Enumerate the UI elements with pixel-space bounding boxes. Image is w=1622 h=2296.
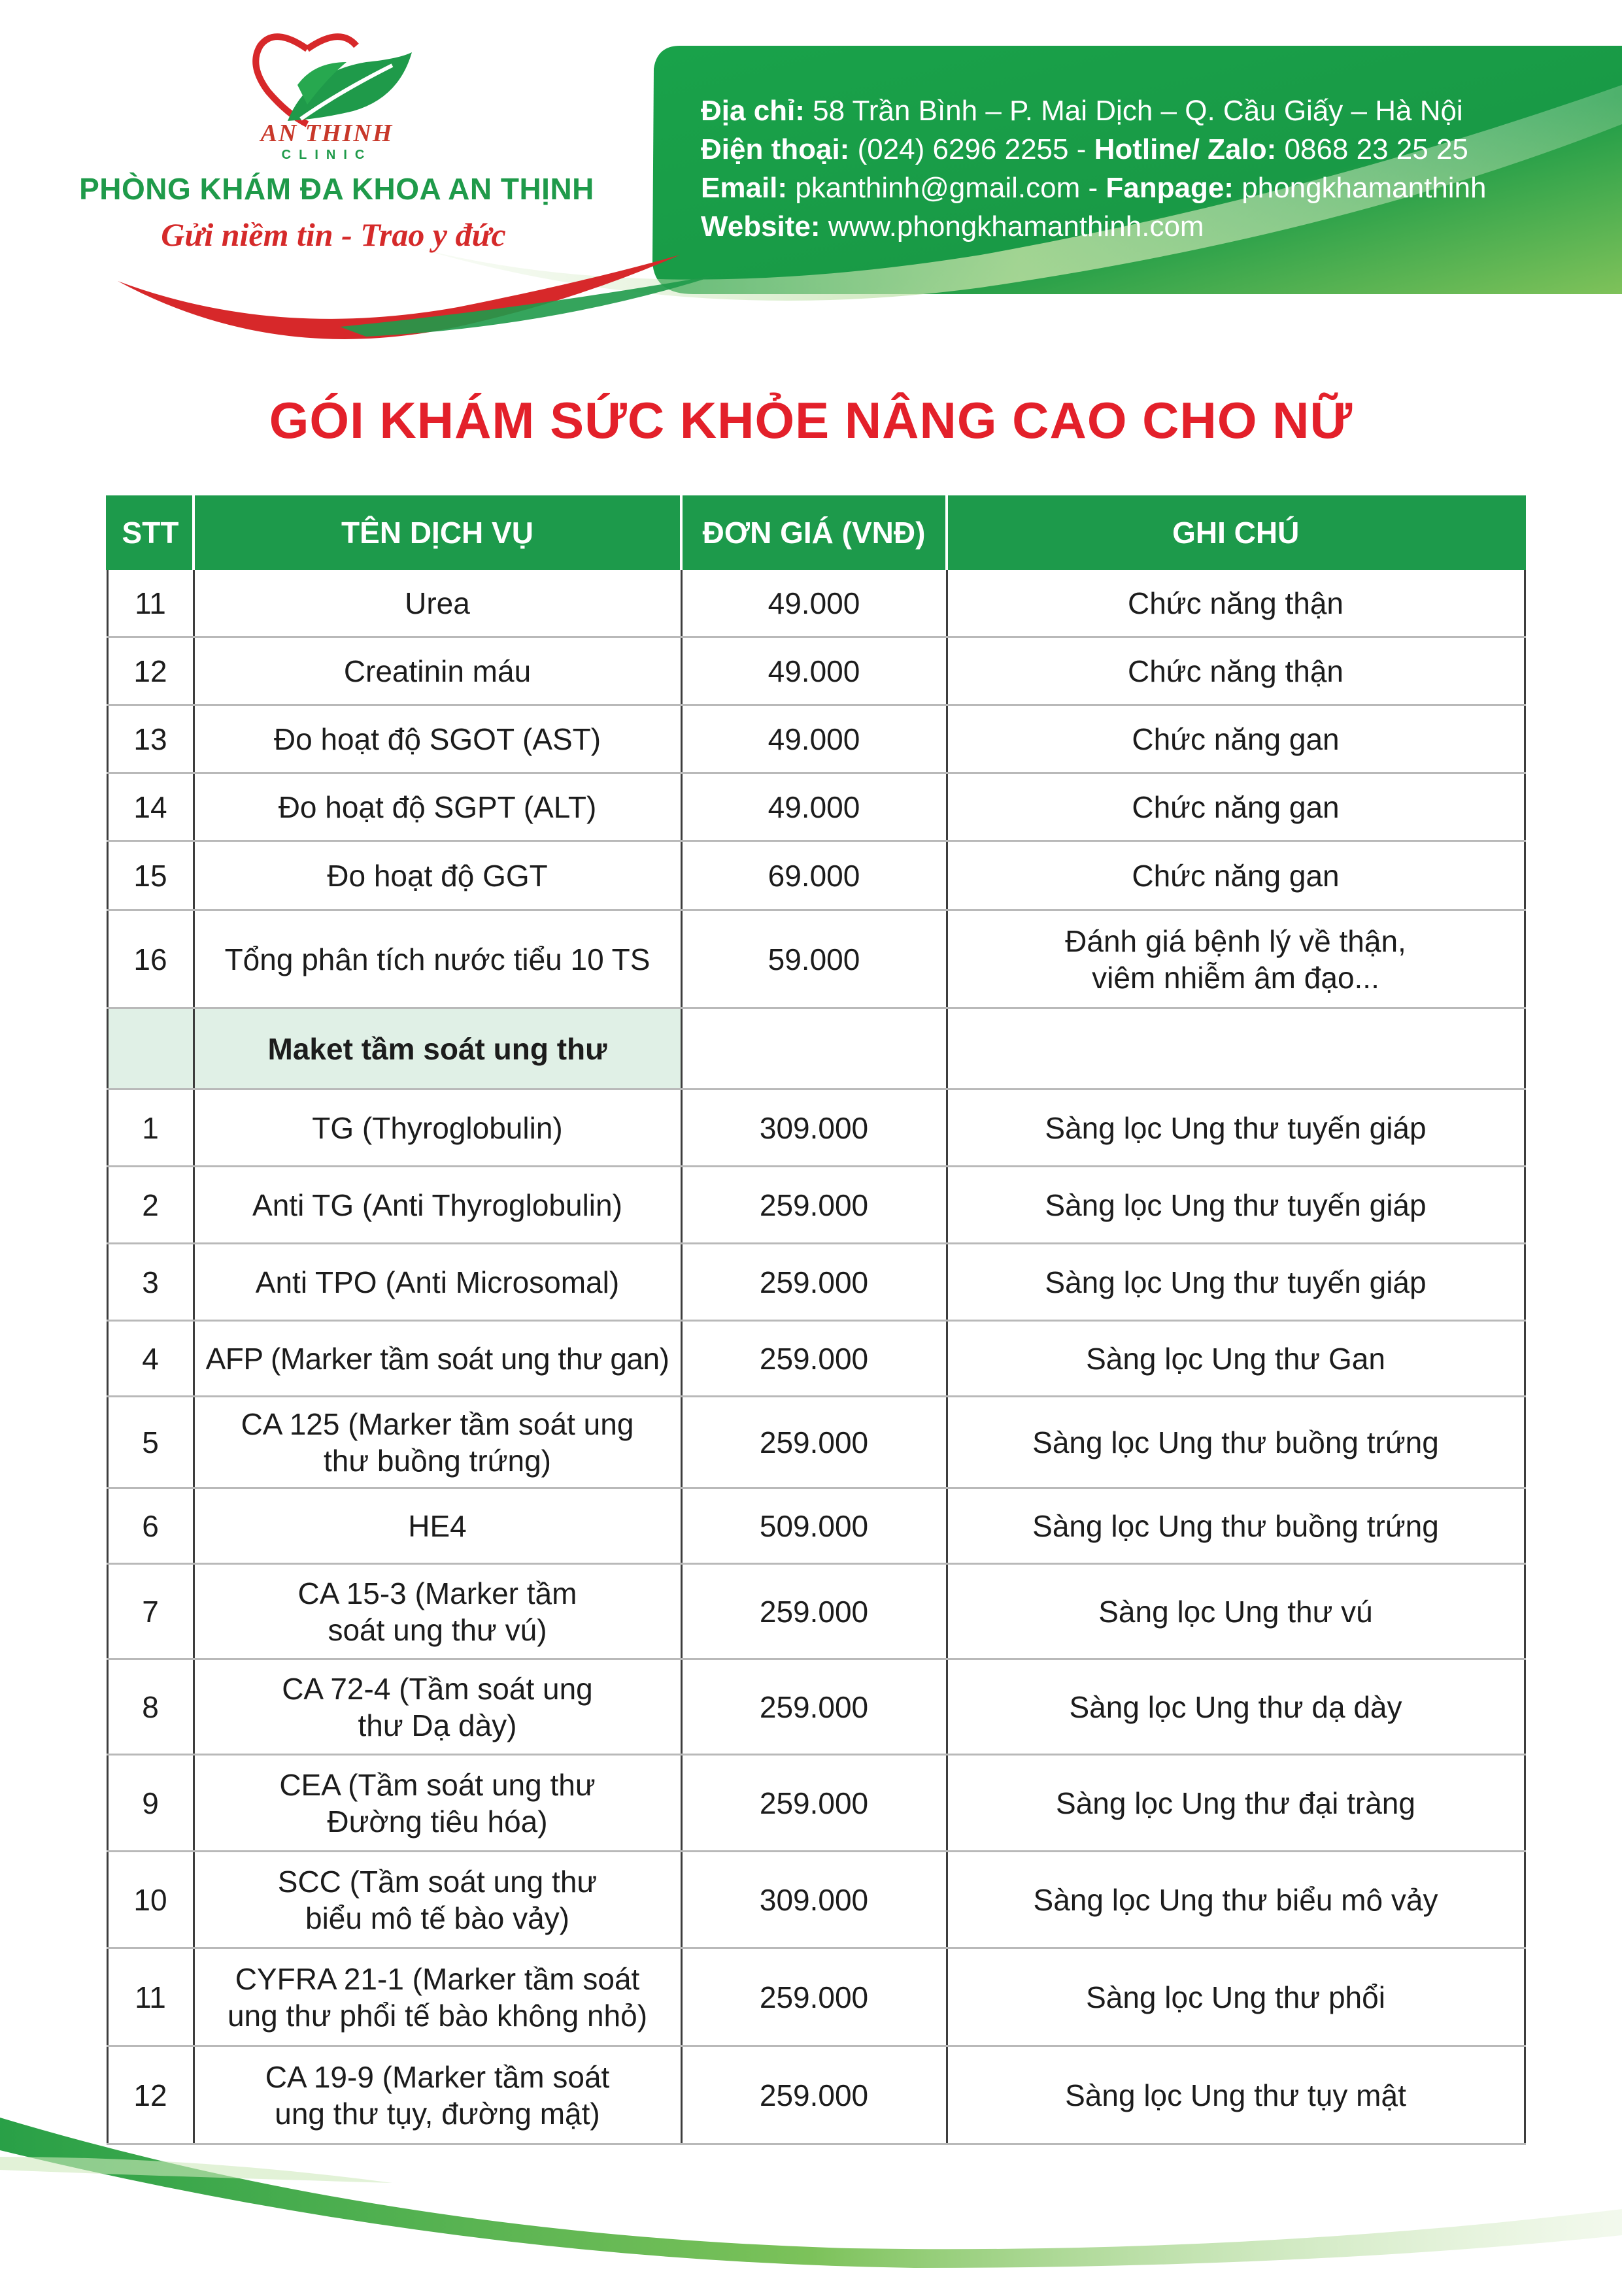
table-row — [107, 1948, 1525, 2046]
cell-stt: 2 — [107, 1167, 194, 1244]
table-row — [107, 910, 1525, 1008]
cell-price: 49.000 — [681, 705, 947, 773]
cell-price: 49.000 — [681, 569, 947, 637]
logo-brand-text: AN THINH — [260, 120, 394, 147]
page-title: GÓI KHÁM SỨC KHỎE NÂNG CAO CHO NỮ — [269, 391, 1353, 449]
table-row — [107, 637, 1525, 705]
header-price: ĐƠN GIÁ (VNĐ) — [681, 497, 947, 569]
address-value: 58 Trần Bình – P. Mai Dịch – Q. Cầu Giấy – Hà Nội — [813, 95, 1463, 127]
cell-service-name: Anti TG (Anti Thyroglobulin) — [194, 1167, 681, 1244]
cell-note: Sàng lọc Ung thư tuyến giáp — [947, 1244, 1525, 1321]
cell-stt: 1 — [107, 1090, 194, 1167]
website-value[interactable]: www.phongkhamanthinh.com — [828, 210, 1204, 242]
cell-price: 259.000 — [681, 1321, 947, 1397]
cell-stt: 11 — [107, 569, 194, 637]
table-row — [107, 1397, 1525, 1488]
cell-stt: 7 — [107, 1564, 194, 1659]
table-body-cancer — [107, 1090, 1525, 2144]
cell-note: Sàng lọc Ung thư buồng trứng — [947, 1397, 1525, 1488]
cell-service-name: TG (Thyroglobulin) — [194, 1090, 681, 1167]
table-row — [107, 1852, 1525, 1948]
cell-service-name: CYFRA 21-1 (Marker tầm soát ung thư phổi tế bào không nhỏ) — [194, 1948, 681, 2046]
table-header-row — [107, 497, 1525, 569]
contact-info — [701, 92, 1570, 246]
cell-service-name: CA 72-4 (Tầm soát ung thư Dạ dày) — [194, 1659, 681, 1755]
header-stt: STT — [107, 497, 194, 569]
table-row — [107, 1167, 1525, 1244]
table-row — [107, 841, 1525, 910]
phone-value[interactable]: (024) 6296 2255 - — [857, 133, 1094, 165]
cell-stt: 16 — [107, 910, 194, 1008]
email-label: Email: — [701, 172, 788, 204]
cell-note: Sàng lọc Ung thư dạ dày — [947, 1659, 1525, 1755]
cell-service-name: Anti TPO (Anti Microsomal) — [194, 1244, 681, 1321]
cell-service-name: Đo hoạt độ SGPT (ALT) — [194, 773, 681, 841]
cell-stt: 5 — [107, 1397, 194, 1488]
cell-service-name: CA 19-9 (Marker tầm soát ung thư tụy, đường mật) — [194, 2046, 681, 2144]
cell-service-name: SCC (Tầm soát ung thư biểu mô tế bào vảy) — [194, 1852, 681, 1948]
cell-note: Sàng lọc Ung thư biểu mô vảy — [947, 1852, 1525, 1948]
table-row — [107, 1244, 1525, 1321]
cell-note: Sàng lọc Ung thư tụy mật — [947, 2046, 1525, 2144]
cell-service-name: Đo hoạt độ GGT — [194, 841, 681, 910]
cell-price: 49.000 — [681, 773, 947, 841]
website-line — [701, 207, 1570, 246]
cell-price: 69.000 — [681, 841, 947, 910]
cell-service-name: CEA (Tầm soát ung thư Đường tiêu hóa) — [194, 1755, 681, 1852]
table-row — [107, 705, 1525, 773]
cell-price: 259.000 — [681, 1659, 947, 1755]
cell-note: Sàng lọc Ung thư buồng trứng — [947, 1488, 1525, 1564]
section-note-cell — [947, 1008, 1525, 1090]
email-value[interactable]: pkanthinh@gmail.com - — [795, 172, 1106, 204]
table-row — [107, 1321, 1525, 1397]
address-line — [701, 92, 1570, 130]
header-service-name: TÊN DỊCH VỤ — [194, 497, 681, 569]
section-label: Maket tầm soát ung thư — [194, 1008, 681, 1090]
section-stt-cell — [107, 1008, 194, 1090]
cell-service-name: CA 15-3 (Marker tầm soát ung thư vú) — [194, 1564, 681, 1659]
table-row — [107, 1090, 1525, 1167]
address-label: Địa chỉ: — [701, 95, 805, 127]
cell-note: Chức năng thận — [947, 637, 1525, 705]
cell-note: Chức năng gan — [947, 841, 1525, 910]
cell-stt: 12 — [107, 2046, 194, 2144]
cell-stt: 15 — [107, 841, 194, 910]
table-row — [107, 1564, 1525, 1659]
cell-price: 259.000 — [681, 1755, 947, 1852]
table-row — [107, 1659, 1525, 1755]
cell-stt: 4 — [107, 1321, 194, 1397]
cell-price: 259.000 — [681, 1244, 947, 1321]
cell-stt: 9 — [107, 1755, 194, 1852]
section-price-cell — [681, 1008, 947, 1090]
cell-price: 509.000 — [681, 1488, 947, 1564]
table-section-cancer — [107, 1008, 1525, 1090]
cell-price: 259.000 — [681, 1397, 947, 1488]
cell-note: Sàng lọc Ung thư tuyến giáp — [947, 1167, 1525, 1244]
cell-service-name: HE4 — [194, 1488, 681, 1564]
clinic-name: PHÒNG KHÁM ĐA KHOA AN THỊNH — [79, 172, 594, 206]
cell-stt: 11 — [107, 1948, 194, 2046]
cell-price: 59.000 — [681, 910, 947, 1008]
table-row — [107, 569, 1525, 637]
cell-note: Sàng lọc Ung thư vú — [947, 1564, 1525, 1659]
phone-label: Điện thoại: — [701, 133, 850, 165]
cell-note: Sàng lọc Ung thư đại tràng — [947, 1755, 1525, 1852]
cell-price: 259.000 — [681, 1167, 947, 1244]
hotline-value[interactable]: 0868 23 25 25 — [1284, 133, 1468, 165]
section-row — [107, 1008, 1525, 1090]
cell-note: Sàng lọc Ung thư Gan — [947, 1321, 1525, 1397]
header-note: GHI CHÚ — [947, 497, 1525, 569]
cell-stt: 13 — [107, 705, 194, 773]
clinic-logo-mark — [256, 37, 412, 124]
cell-stt: 3 — [107, 1244, 194, 1321]
cell-note: Chức năng thận — [947, 569, 1525, 637]
table-row — [107, 1488, 1525, 1564]
cell-note: Sàng lọc Ung thư phổi — [947, 1948, 1525, 2046]
cell-price: 309.000 — [681, 1090, 947, 1167]
cell-stt: 8 — [107, 1659, 194, 1755]
clinic-slogan: Gửi niềm tin - Trao y đức — [161, 216, 506, 253]
website-label: Website: — [701, 210, 820, 242]
cell-price: 259.000 — [681, 2046, 947, 2144]
fanpage-value[interactable]: phongkhamanthinh — [1242, 172, 1487, 204]
cell-price: 49.000 — [681, 637, 947, 705]
table-row — [107, 1755, 1525, 1852]
cell-service-name: Đo hoạt độ SGOT (AST) — [194, 705, 681, 773]
cell-stt: 14 — [107, 773, 194, 841]
fanpage-label: Fanpage: — [1106, 172, 1234, 204]
price-table — [106, 495, 1526, 2145]
cell-price: 309.000 — [681, 1852, 947, 1948]
cell-service-name: CA 125 (Marker tầm soát ung thư buồng trứng) — [194, 1397, 681, 1488]
cell-service-name: Tổng phân tích nước tiểu 10 TS — [194, 910, 681, 1008]
cell-service-name: Urea — [194, 569, 681, 637]
email-line — [701, 169, 1570, 207]
cell-note: Chức năng gan — [947, 705, 1525, 773]
cell-note: Đánh giá bệnh lý về thận, viêm nhiễm âm đạo... — [947, 910, 1525, 1008]
cell-stt: 6 — [107, 1488, 194, 1564]
table-row — [107, 773, 1525, 841]
phone-line — [701, 130, 1570, 169]
cell-stt: 10 — [107, 1852, 194, 1948]
logo-sub-text: CLINIC — [281, 148, 373, 162]
cell-note: Chức năng gan — [947, 773, 1525, 841]
cell-price: 259.000 — [681, 1948, 947, 2046]
cell-service-name: AFP (Marker tầm soát ung thư gan) — [194, 1321, 681, 1397]
table-row — [107, 2046, 1525, 2144]
cell-service-name: Creatinin máu — [194, 637, 681, 705]
table-body-general — [107, 569, 1525, 1008]
cell-price: 259.000 — [681, 1564, 947, 1659]
hotline-label: Hotline/ Zalo: — [1094, 133, 1277, 165]
cell-stt: 12 — [107, 637, 194, 705]
cell-note: Sàng lọc Ung thư tuyến giáp — [947, 1090, 1525, 1167]
